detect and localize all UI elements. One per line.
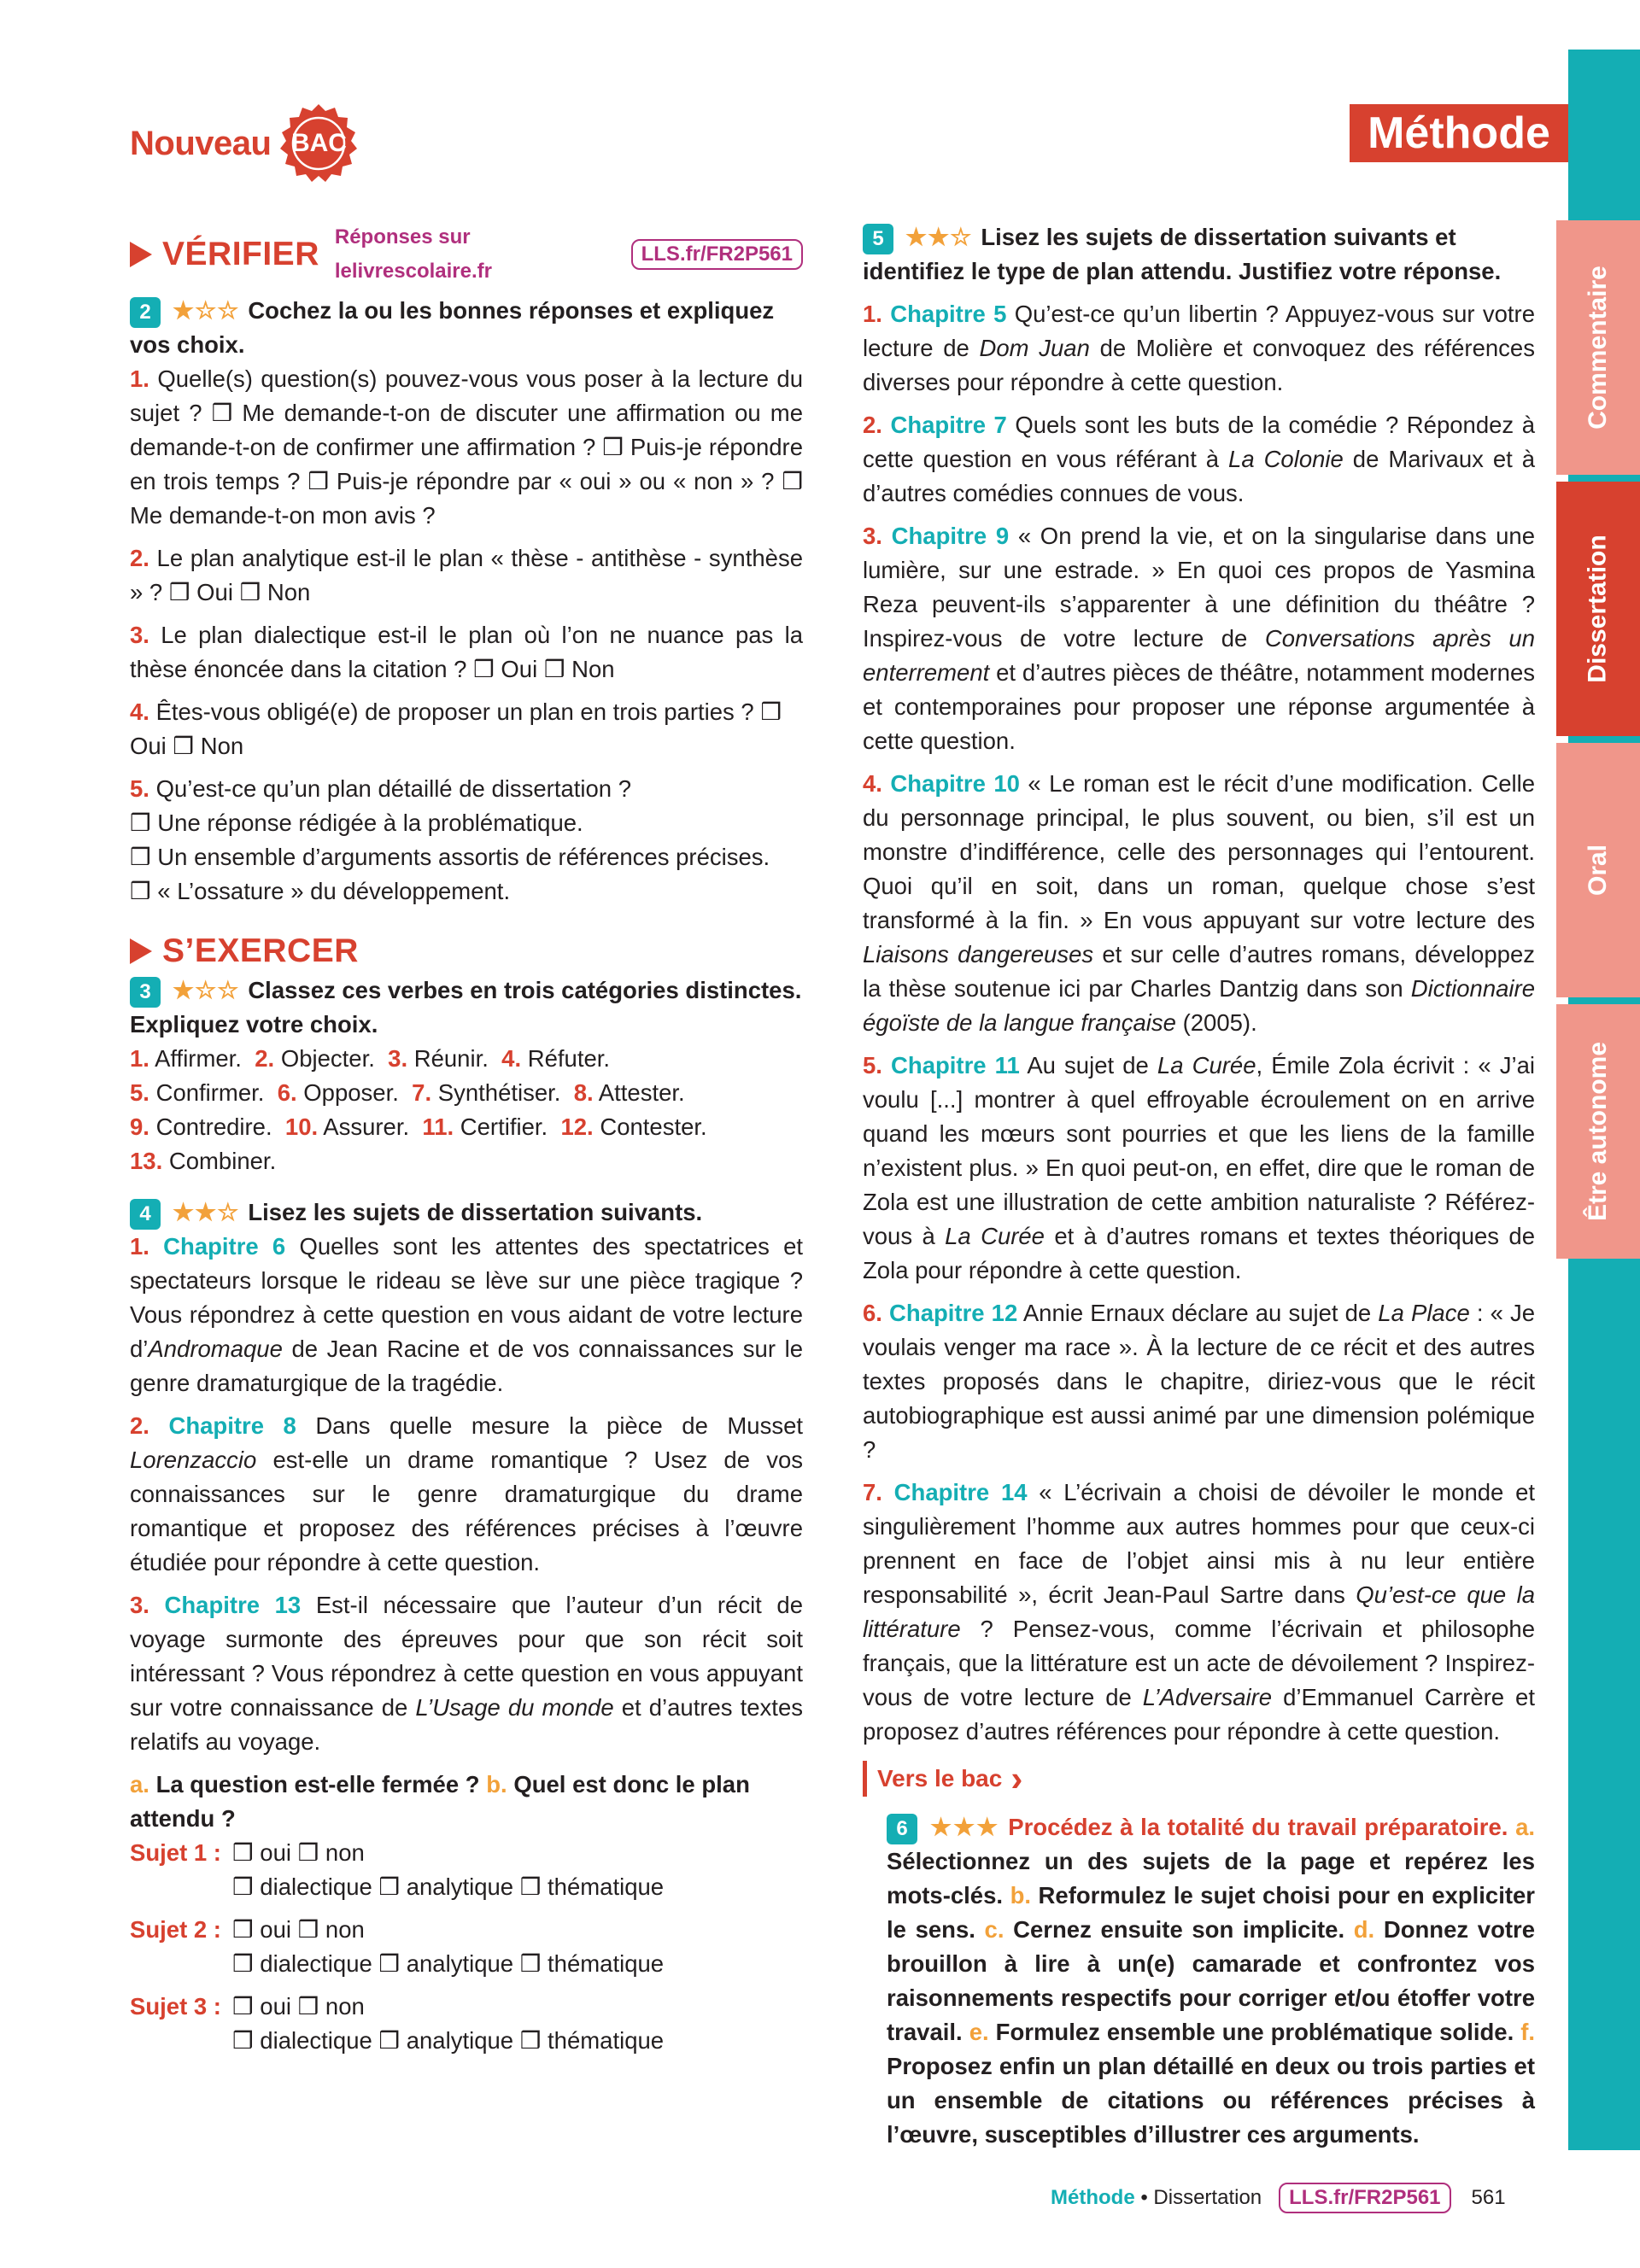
right-column bbox=[863, 220, 1535, 2152]
subject-item: 2. Chapitre 8 Dans quelle mesure la pièce de Musset Lorenzaccio est-elle un drame romantique ? Usez de vos connaissances sur le genre dramaturgique du drame romantique et proposez des références précises à l’œuvre étudiée pour répondre à cette question. bbox=[130, 1412, 804, 1575]
side-tab-etre-autonome[interactable]: Être autonome bbox=[1556, 1004, 1640, 1259]
exercise-3-title: 3 ★☆☆ Classez ces verbes en trois catégories distinctes. Expliquez votre choix. bbox=[130, 977, 802, 1038]
question-1: 1. Quelle(s) question(s) pouvez-vous vous poser à la lecture du sujet ? ❒ Me demande-t-on de discuter une affirmation ou me demande-t-on de confirmer une affirmation ? ❒ Puis-je répondre en trois temps ? ❒ Puis-je répondre par « oui » ou « non » ? ❒ Me demande-t-on mon avis ? bbox=[130, 365, 803, 529]
subject-item: 6. Chapitre 12 Annie Ernaux déclare au sujet de La Place : « Je voulais venger ma race ». À la lecture de ce récit et des autres textes proposés dans le chapitre, diriez-vous que le récit autobiographique est aussi animé par une dimension polémique ? bbox=[863, 1300, 1536, 1463]
sujet-row: Sujet 3 : ❒ oui ❒ non ❒ dialectique ❒ analytique ❒ thématique bbox=[130, 1993, 665, 2054]
sujet-row: Sujet 2 : ❒ oui ❒ non ❒ dialectique ❒ analytique ❒ thématique bbox=[130, 1916, 665, 1977]
triangle-icon bbox=[130, 242, 152, 267]
subject-item: 7. Chapitre 14 « L’écrivain a choisi de dévoiler le monde et singulièrement l’homme aux autres hommes pour que ceux-ci prennent en face de l’objet ainsi mis à nu leur entière responsabilité », écrit Jean-Paul Sartre dans Qu’est-ce que la littérature ? Pensez-vous, comme l’écrivain et philosophe français, que la littérature est un acte de dévoilement ? Inspirez-vous de votre lecture de L’Adversaire d’Emmanuel Carrère et proposez d’autres références pour répondre à cette question. bbox=[863, 1479, 1536, 1745]
subject-item: 5. Chapitre 11 Au sujet de La Curée, Émile Zola écrivit : « J’ai voulu [...] montrer à quel effroyable écroulement on en arrive quand les mœurs sont pourries et que les liens de la famille n’existent plus. » En quoi peut-on, en effet, dire que le roman de Zola est une illustration de cette ambition naturaliste ? Référez-vous à La Curée et à d’autres romans et textes théoriques de Zola pour répondre à cette question. bbox=[863, 1052, 1535, 1283]
option-5c[interactable]: ❒ « L’ossature » du développement. bbox=[130, 878, 511, 904]
side-tab-commentaire[interactable]: Commentaire bbox=[1556, 220, 1640, 475]
subject-item: 4. Chapitre 10 « Le roman est le récit d’une modification. Celle du personnage principal, le plus souvent, ou bien, s’il est un monstre d’indifférence, celle des personnages qui l’entourent. Quoi qu’il en soit, dans un roman, quelque chose s’est transformé à la fin. » En vous appuyant sur votre lecture des Liaisons dangereuses et sur celle d’autres romans, développez la thèse soutenue ici par Charles Dantzig dans son Dictionnaire égoïste de la langue française (2005). bbox=[863, 770, 1536, 1036]
side-tab-oral[interactable]: Oral bbox=[1556, 743, 1640, 997]
exercise-5-title: 5 ★★☆ Lisez les sujets de dissertation suivants et identifiez le type de plan attendu. Justifiez votre réponse. bbox=[863, 224, 1502, 284]
exercise-4-title: 4 ★★☆ Lisez les sujets de dissertation suivants. bbox=[130, 1195, 803, 1230]
verb-list-row: 1. Affirmer. 2. Objecter. 3. Réunir. 4. Réfuter. bbox=[130, 1045, 611, 1072]
page-footer: Méthode • Dissertation LLS.fr/FR2P561 561 bbox=[1051, 2183, 1506, 2213]
exercise-6: 6 ★★★ Procédez à la totalité du travail préparatoire. a. Sélectionnez un des sujets de la page et repérez les mots-clés. b. Reformulez le sujet choisi pour en expliciter le sens. c. Cernez ensuite son implicite. d. Donnez votre brouillon à lire à un(e) camarade et confrontez vos raisonnements respectifs pour corriger et/ou étoffer votre travail. e. Formulez ensemble une problématique solide. f. Proposez enfin un plan détaillé en deux ou trois parties et un ensemble de citations ou références précises à l’œuvre, susceptibles d’illustrer ces arguments. bbox=[887, 1814, 1536, 2148]
lls-link[interactable]: LLS.fr/FR2P561 bbox=[1279, 2183, 1450, 2213]
vers-le-bac-label: Vers le bac › bbox=[863, 1761, 1022, 1797]
question-4: 4. Êtes-vous obligé(e) de proposer un plan en trois parties ? ❒ Oui ❒ Non bbox=[130, 699, 782, 759]
question-3: 3. Le plan dialectique est-il le plan où l’on ne nuance pas la thèse énoncée dans la citation ? ❒ Oui ❒ Non bbox=[130, 622, 804, 682]
subject-item: 1. Chapitre 6 Quelles sont les attentes des spectatrices et spectateurs lorsque le rideau se lève sur une pièce tragique ? Vous répondrez à cette question en vous aidant de votre lecture d’Andromaque de Jean Racine et de vos connaissances sur le genre dramaturgique de la tragédie. bbox=[130, 1233, 804, 1396]
lls-link[interactable]: LLS.fr/FR2P561 bbox=[631, 239, 803, 270]
subject-item: 3. Chapitre 13 Est-il nécessaire que l’auteur d’un récit de voyage surmonte des épreuves pour que son récit soit intéressant ? Vous répondrez à cette question en vous appuyant sur votre connaissance de L’Usage du monde et d’autres textes relatifs au voyage. bbox=[130, 1592, 803, 1755]
verb-list-row: 5. Confirmer. 6. Opposer. 7. Synthétiser. 8. Attester. bbox=[130, 1079, 685, 1106]
section-title: Méthode bbox=[1350, 104, 1568, 162]
plan-questions: a. La question est-elle fermée ? b. Quel est donc le plan attendu ? bbox=[130, 1771, 750, 1832]
verifier-heading: VÉRIFIER Réponses sur lelivrescolaire.fr LLS.fr/FR2P561 bbox=[130, 220, 803, 289]
chevron-right-icon: › bbox=[1010, 1758, 1023, 1798]
question-5: 5. Qu’est-ce qu’un plan détaillé de dissertation ? bbox=[130, 775, 632, 802]
difficulty-stars-icon: ★★☆ bbox=[905, 224, 973, 250]
brand-text: Nouveau bbox=[130, 124, 272, 162]
question-2: 2. Le plan analytique est-il le plan « thèse - antithèse - synthèse » ? ❒ Oui ❒ Non bbox=[130, 545, 803, 605]
nouveau-bac-logo bbox=[130, 102, 360, 184]
exercer-heading: S’EXERCER bbox=[130, 934, 803, 968]
exercise-2-title: 2 ★☆☆ Cochez la ou les bonnes réponses et expliquez vos choix. bbox=[130, 297, 775, 358]
option-5b[interactable]: ❒ Un ensemble d’arguments assortis de références précises. bbox=[130, 844, 770, 870]
difficulty-stars-icon: ★☆☆ bbox=[173, 297, 240, 324]
bac-badge-label: BAC bbox=[290, 129, 347, 157]
difficulty-stars-icon: ★★☆ bbox=[173, 1199, 240, 1225]
option-5a[interactable]: ❒ Une réponse rédigée à la problématique. bbox=[130, 810, 583, 836]
left-column bbox=[130, 220, 803, 2058]
subject-item: 2. Chapitre 7 Quels sont les buts de la comédie ? Répondez à cette question en vous référant à La Colonie de Marivaux et à d’autres comédies connues de vous. bbox=[863, 412, 1535, 506]
verb-list-row: 13. Combiner. bbox=[130, 1148, 277, 1174]
subject-item: 3. Chapitre 9 « On prend la vie, et on la singularise dans une lumière, sur une estrade. » En quoi ces propos de Yasmina Reza peuvent-ils s’apparenter à une définition du théâtre ? Inspirez-vous de votre lecture de Conversations après un enterrement et d’autres pièces de théâtre, notamment modernes et contemporaines pour proposer une réponse argumentée à cette question. bbox=[863, 523, 1536, 754]
sujet-row: Sujet 1 : ❒ oui ❒ non ❒ dialectique ❒ analytique ❒ thématique bbox=[130, 1839, 665, 1900]
bac-badge bbox=[278, 102, 360, 184]
difficulty-stars-icon: ★☆☆ bbox=[173, 977, 240, 1003]
verb-list-row: 9. Contredire. 10. Assurer. 11. Certifier. 12. Contester. bbox=[130, 1114, 707, 1140]
side-tab-dissertation[interactable]: Dissertation bbox=[1556, 482, 1640, 736]
subject-item: 1. Chapitre 5 Qu’est-ce qu’un libertin ? Appuyez-vous sur votre lecture de Dom Juan de Molière et convoquez des références diverses pour répondre à cette question. bbox=[863, 301, 1536, 395]
difficulty-stars-icon: ★★★ bbox=[929, 1814, 1000, 1840]
page-number: 561 bbox=[1471, 2186, 1506, 2209]
triangle-icon bbox=[130, 938, 152, 964]
